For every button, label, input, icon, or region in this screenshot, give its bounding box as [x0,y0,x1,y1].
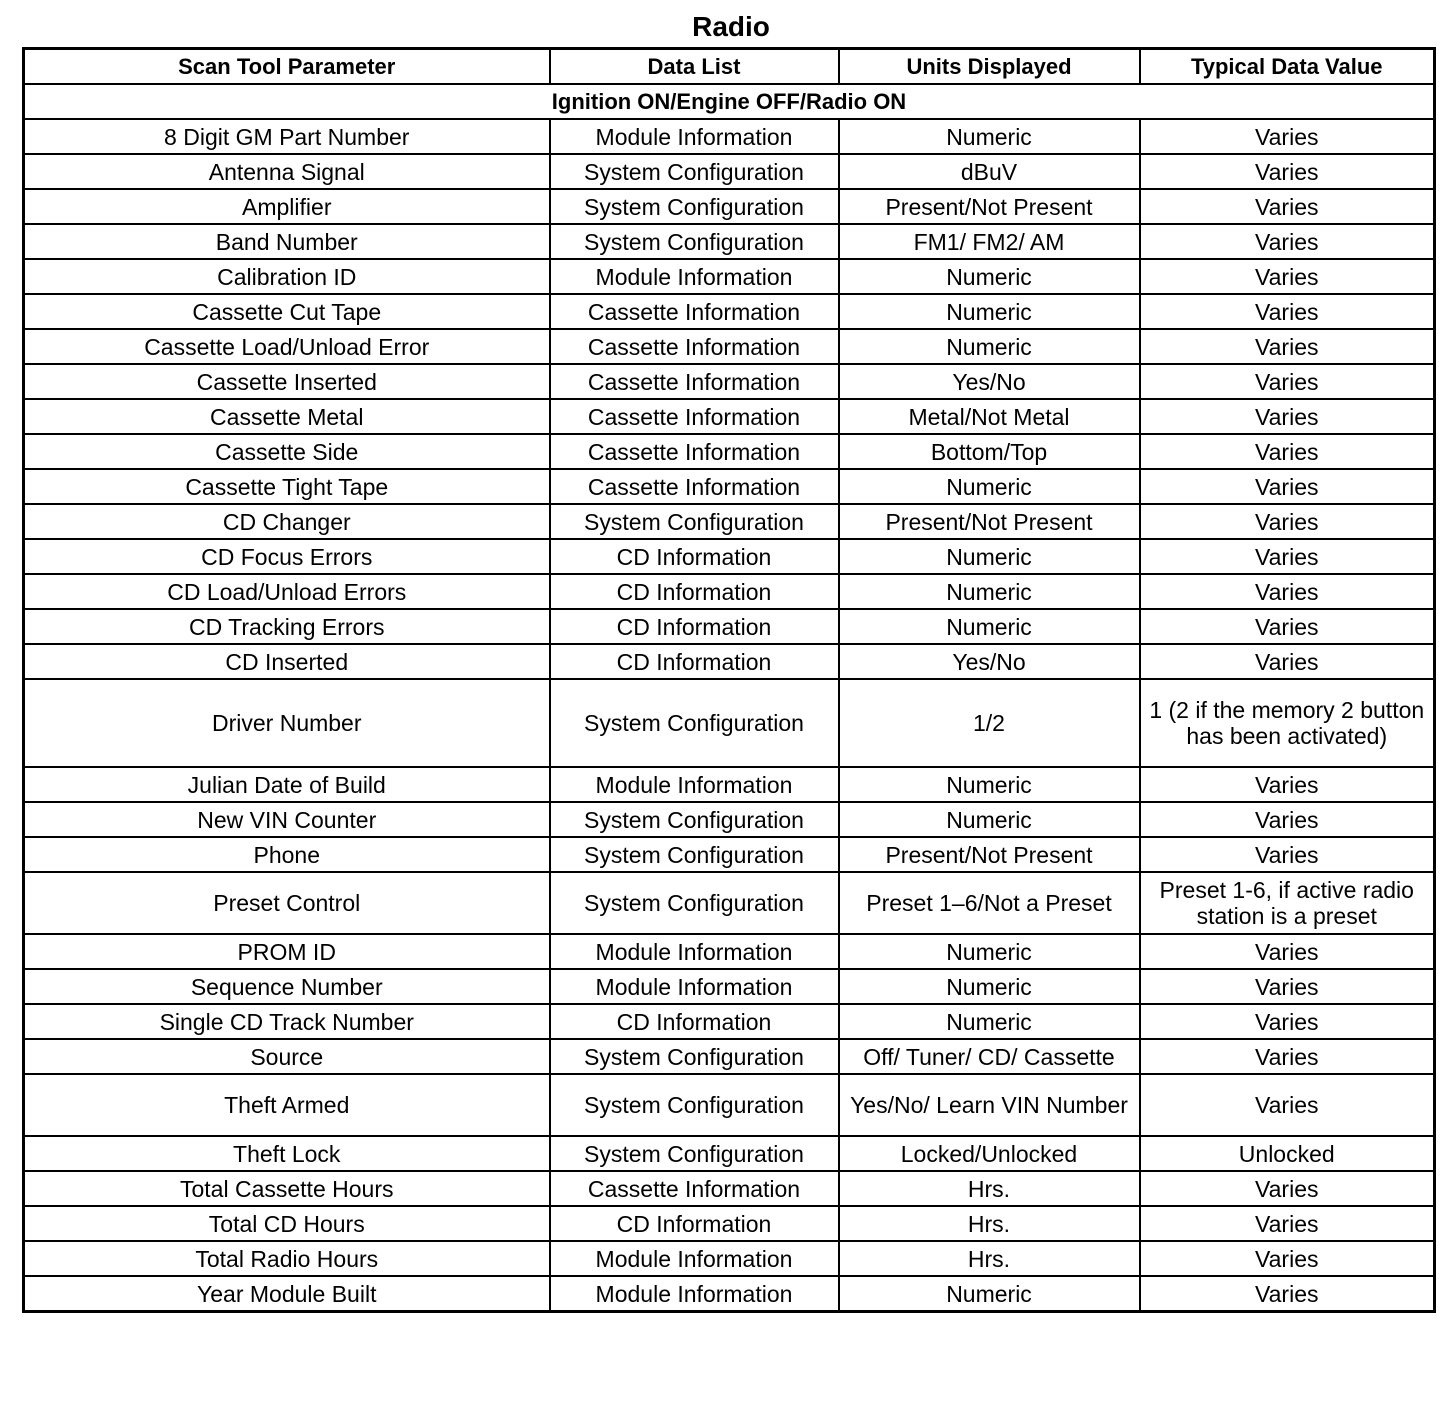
cell-parameter: Antenna Signal [24,154,550,189]
table-row [24,1206,1435,1241]
cell-units: Numeric [839,934,1140,969]
table-row [24,539,1435,574]
cell-data-list: System Configuration [550,224,839,259]
cell-parameter: Sequence Number [24,969,550,1004]
table-row [24,644,1435,679]
cell-units: Locked/Unlocked [839,1136,1140,1171]
cell-typical-value: Varies [1140,802,1435,837]
cell-parameter: Theft Armed [24,1074,550,1136]
cell-typical-value: Preset 1-6, if active radio station is a preset [1140,872,1435,934]
table-row [24,154,1435,189]
cell-data-list: Module Information [550,934,839,969]
cell-data-list: Cassette Information [550,329,839,364]
table-row [24,837,1435,872]
cell-units: Numeric [839,329,1140,364]
cell-data-list: Cassette Information [550,1171,839,1206]
cell-typical-value: Varies [1140,837,1435,872]
cell-parameter: CD Changer [24,504,550,539]
cell-typical-value: Varies [1140,329,1435,364]
section-row [24,84,1435,119]
cell-data-list: CD Information [550,609,839,644]
column-header-typical-data-value: Typical Data Value [1140,49,1435,85]
table-row [24,802,1435,837]
cell-typical-value: Varies [1140,154,1435,189]
cell-typical-value: 1 (2 if the memory 2 button has been activated) [1140,679,1435,767]
cell-units: 1/2 [839,679,1140,767]
cell-typical-value: Varies [1140,1276,1435,1312]
cell-typical-value: Varies [1140,1074,1435,1136]
cell-typical-value: Varies [1140,259,1435,294]
table-row [24,399,1435,434]
cell-parameter: Cassette Tight Tape [24,469,550,504]
cell-parameter: Cassette Cut Tape [24,294,550,329]
table-header-row [24,49,1435,85]
cell-data-list: Module Information [550,767,839,802]
cell-data-list: Module Information [550,1241,839,1276]
table-row [24,434,1435,469]
cell-typical-value: Varies [1140,1206,1435,1241]
table-row [24,469,1435,504]
cell-parameter: Cassette Inserted [24,364,550,399]
cell-units: Preset 1–6/Not a Preset [839,872,1140,934]
cell-data-list: CD Information [550,539,839,574]
cell-parameter: Phone [24,837,550,872]
cell-units: Numeric [839,259,1140,294]
table-row [24,504,1435,539]
cell-units: Numeric [839,574,1140,609]
cell-units: Present/Not Present [839,837,1140,872]
cell-typical-value: Varies [1140,399,1435,434]
cell-data-list: System Configuration [550,154,839,189]
table-row [24,934,1435,969]
table-row [24,574,1435,609]
cell-data-list: CD Information [550,1004,839,1039]
cell-data-list: Cassette Information [550,434,839,469]
cell-typical-value: Varies [1140,1039,1435,1074]
cell-parameter: Total Radio Hours [24,1241,550,1276]
cell-data-list: System Configuration [550,872,839,934]
cell-units: Numeric [839,119,1140,154]
cell-parameter: PROM ID [24,934,550,969]
column-header-units-displayed: Units Displayed [839,49,1140,85]
table-row [24,189,1435,224]
cell-data-list: Cassette Information [550,469,839,504]
cell-units: Numeric [839,802,1140,837]
cell-data-list: CD Information [550,1206,839,1241]
page-title: Radio [692,11,770,42]
table-row [24,1171,1435,1206]
cell-parameter: CD Load/Unload Errors [24,574,550,609]
cell-parameter: Amplifier [24,189,550,224]
table-row [24,1241,1435,1276]
cell-units: Numeric [839,1276,1140,1312]
table-row [24,969,1435,1004]
cell-parameter: Driver Number [24,679,550,767]
cell-data-list: System Configuration [550,802,839,837]
table-row [24,294,1435,329]
cell-data-list: System Configuration [550,189,839,224]
cell-units: Present/Not Present [839,504,1140,539]
cell-units: Off/ Tuner/ CD/ Cassette [839,1039,1140,1074]
table-row [24,1074,1435,1136]
cell-parameter: Band Number [24,224,550,259]
cell-typical-value: Varies [1140,609,1435,644]
cell-parameter: Cassette Metal [24,399,550,434]
cell-typical-value: Varies [1140,469,1435,504]
cell-data-list: System Configuration [550,1039,839,1074]
cell-parameter: Julian Date of Build [24,767,550,802]
cell-units: dBuV [839,154,1140,189]
cell-parameter: Total CD Hours [24,1206,550,1241]
cell-typical-value: Varies [1140,434,1435,469]
cell-data-list: Module Information [550,1276,839,1312]
table-row [24,1004,1435,1039]
table-row [24,1039,1435,1074]
cell-typical-value: Varies [1140,539,1435,574]
cell-typical-value: Varies [1140,969,1435,1004]
cell-parameter: Cassette Side [24,434,550,469]
cell-units: Yes/No [839,644,1140,679]
table-row [24,224,1435,259]
cell-parameter: Single CD Track Number [24,1004,550,1039]
cell-parameter: CD Tracking Errors [24,609,550,644]
table-row [24,329,1435,364]
table-row [24,364,1435,399]
cell-typical-value: Varies [1140,934,1435,969]
cell-units: Hrs. [839,1171,1140,1206]
cell-data-list: System Configuration [550,1074,839,1136]
column-header-data-list: Data List [550,49,839,85]
cell-parameter: 8 Digit GM Part Number [24,119,550,154]
cell-data-list: Cassette Information [550,399,839,434]
cell-data-list: System Configuration [550,504,839,539]
cell-typical-value: Varies [1140,189,1435,224]
cell-data-list: System Configuration [550,1136,839,1171]
cell-data-list: Cassette Information [550,364,839,399]
table-row [24,1136,1435,1171]
table-row [24,119,1435,154]
cell-typical-value: Varies [1140,574,1435,609]
cell-typical-value: Unlocked [1140,1136,1435,1171]
cell-units: Present/Not Present [839,189,1140,224]
cell-typical-value: Varies [1140,119,1435,154]
cell-typical-value: Varies [1140,1241,1435,1276]
cell-typical-value: Varies [1140,644,1435,679]
cell-typical-value: Varies [1140,364,1435,399]
cell-data-list: CD Information [550,644,839,679]
cell-data-list: Cassette Information [550,294,839,329]
cell-units: Numeric [839,539,1140,574]
cell-units: Yes/No/ Learn VIN Number [839,1074,1140,1136]
cell-units: Hrs. [839,1206,1140,1241]
cell-units: Numeric [839,609,1140,644]
cell-parameter: Theft Lock [24,1136,550,1171]
cell-units: Numeric [839,767,1140,802]
cell-typical-value: Varies [1140,294,1435,329]
cell-units: FM1/ FM2/ AM [839,224,1140,259]
cell-parameter: CD Focus Errors [24,539,550,574]
cell-data-list: Module Information [550,259,839,294]
table-row [24,872,1435,934]
cell-typical-value: Varies [1140,1171,1435,1206]
cell-parameter: Cassette Load/Unload Error [24,329,550,364]
cell-units: Numeric [839,469,1140,504]
table-row [24,609,1435,644]
cell-units: Bottom/Top [839,434,1140,469]
cell-data-list: CD Information [550,574,839,609]
cell-parameter: Total Cassette Hours [24,1171,550,1206]
cell-units: Yes/No [839,364,1140,399]
cell-parameter: Year Module Built [24,1276,550,1312]
cell-units: Numeric [839,969,1140,1004]
cell-data-list: Module Information [550,969,839,1004]
cell-parameter: Calibration ID [24,259,550,294]
cell-units: Numeric [839,294,1140,329]
column-header-scan-tool-parameter: Scan Tool Parameter [24,49,550,85]
table-row [24,767,1435,802]
cell-typical-value: Varies [1140,1004,1435,1039]
cell-data-list: System Configuration [550,837,839,872]
cell-typical-value: Varies [1140,504,1435,539]
cell-parameter: New VIN Counter [24,802,550,837]
cell-data-list: Module Information [550,119,839,154]
cell-data-list: System Configuration [550,679,839,767]
section-label: Ignition ON/Engine OFF/Radio ON [24,84,1435,119]
cell-units: Hrs. [839,1241,1140,1276]
cell-units: Metal/Not Metal [839,399,1140,434]
cell-typical-value: Varies [1140,767,1435,802]
data-table [22,47,1436,1313]
cell-parameter: CD Inserted [24,644,550,679]
cell-parameter: Preset Control [24,872,550,934]
table-row [24,1276,1435,1312]
cell-typical-value: Varies [1140,224,1435,259]
table-row [24,259,1435,294]
cell-units: Numeric [839,1004,1140,1039]
cell-parameter: Source [24,1039,550,1074]
table-row [24,679,1435,767]
